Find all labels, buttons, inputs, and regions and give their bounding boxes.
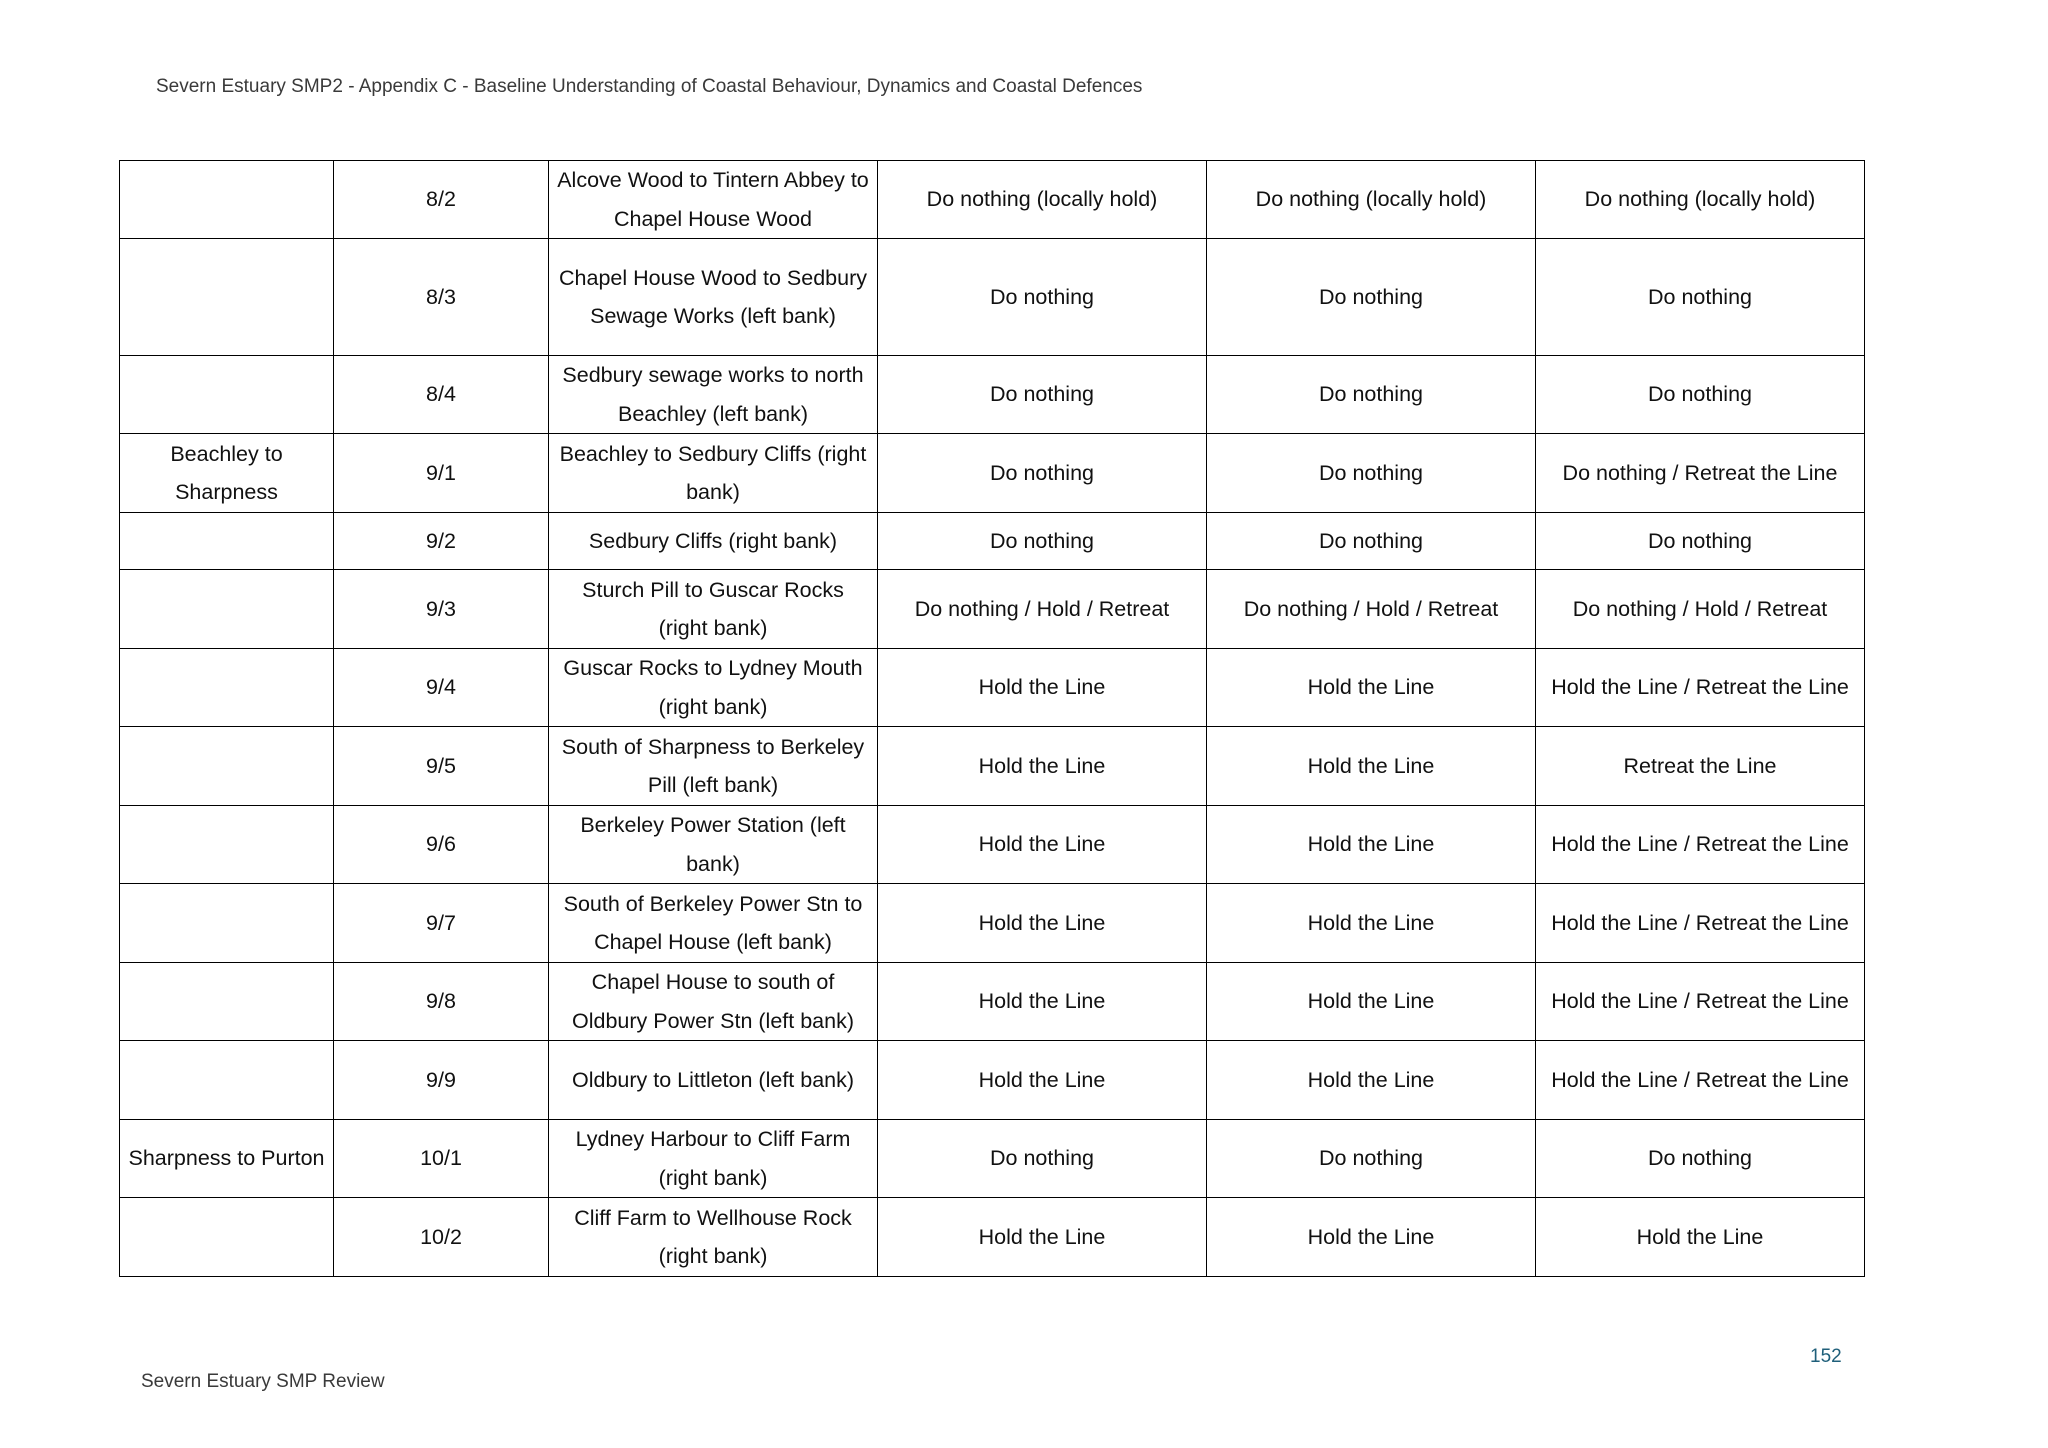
policy-epoch2-cell: Hold the Line [1207, 963, 1536, 1041]
region-cell [120, 1041, 334, 1120]
region-cell [120, 239, 334, 356]
page-number: 152 [1810, 1346, 1842, 1367]
region-cell [120, 161, 334, 239]
policy-unit-cell: 9/4 [334, 649, 549, 727]
table-row [120, 649, 1865, 727]
policy-epoch2-cell: Hold the Line [1207, 727, 1536, 806]
policy-epoch1-cell: Do nothing [878, 1120, 1207, 1198]
policy-epoch3-cell: Do nothing [1536, 239, 1865, 356]
location-cell: South of Sharpness to Berkeley Pill (left bank) [549, 727, 878, 806]
policy-epoch1-cell: Do nothing [878, 434, 1207, 513]
policy-epoch2-cell: Hold the Line [1207, 884, 1536, 963]
policy-epoch1-cell: Hold the Line [878, 649, 1207, 727]
table-row [120, 570, 1865, 649]
policy-epoch2-cell: Do nothing [1207, 239, 1536, 356]
policy-epoch2-cell: Do nothing [1207, 356, 1536, 434]
policy-unit-cell: 9/8 [334, 963, 549, 1041]
policy-epoch1-cell: Do nothing [878, 356, 1207, 434]
region-cell: Beachley to Sharpness [120, 434, 334, 513]
location-cell: Sturch Pill to Guscar Rocks (right bank) [549, 570, 878, 649]
region-cell [120, 570, 334, 649]
region-cell [120, 649, 334, 727]
location-cell: Berkeley Power Station (left bank) [549, 806, 878, 884]
location-cell: South of Berkeley Power Stn to Chapel House (left bank) [549, 884, 878, 963]
region-cell [120, 727, 334, 806]
policy-epoch1-cell: Hold the Line [878, 727, 1207, 806]
table-row [120, 161, 1865, 239]
policy-epoch3-cell: Do nothing (locally hold) [1536, 161, 1865, 239]
region-cell [120, 806, 334, 884]
policy-epoch2-cell: Do nothing / Hold / Retreat [1207, 570, 1536, 649]
region-cell [120, 356, 334, 434]
region-cell [120, 1198, 334, 1277]
policy-table-body [120, 161, 1865, 1277]
location-cell: Beachley to Sedbury Cliffs (right bank) [549, 434, 878, 513]
table-row [120, 884, 1865, 963]
policy-epoch2-cell: Do nothing (locally hold) [1207, 161, 1536, 239]
region-cell: Sharpness to Purton [120, 1120, 334, 1198]
policy-unit-cell: 10/2 [334, 1198, 549, 1277]
policy-unit-cell: 9/6 [334, 806, 549, 884]
region-cell [120, 513, 334, 570]
policy-epoch3-cell: Do nothing [1536, 356, 1865, 434]
policy-epoch3-cell: Do nothing [1536, 1120, 1865, 1198]
location-cell: Lydney Harbour to Cliff Farm (right bank) [549, 1120, 878, 1198]
policy-epoch1-cell: Do nothing [878, 239, 1207, 356]
location-cell: Chapel House Wood to Sedbury Sewage Works (left bank) [549, 239, 878, 356]
policy-epoch3-cell: Hold the Line / Retreat the Line [1536, 649, 1865, 727]
policy-epoch1-cell: Hold the Line [878, 1041, 1207, 1120]
policy-epoch1-cell: Do nothing [878, 513, 1207, 570]
policy-epoch3-cell: Retreat the Line [1536, 727, 1865, 806]
policy-epoch3-cell: Hold the Line / Retreat the Line [1536, 1041, 1865, 1120]
policy-epoch2-cell: Hold the Line [1207, 1041, 1536, 1120]
policy-table-container [119, 160, 1865, 1277]
location-cell: Oldbury to Littleton (left bank) [549, 1041, 878, 1120]
policy-epoch3-cell: Hold the Line / Retreat the Line [1536, 884, 1865, 963]
policy-epoch3-cell: Do nothing / Retreat the Line [1536, 434, 1865, 513]
page-footer: Severn Estuary SMP Review [141, 1371, 385, 1392]
table-row [120, 239, 1865, 356]
policy-epoch3-cell: Hold the Line [1536, 1198, 1865, 1277]
policy-unit-cell: 8/4 [334, 356, 549, 434]
policy-epoch3-cell: Do nothing / Hold / Retreat [1536, 570, 1865, 649]
policy-epoch2-cell: Hold the Line [1207, 649, 1536, 727]
policy-epoch1-cell: Hold the Line [878, 884, 1207, 963]
policy-epoch2-cell: Do nothing [1207, 513, 1536, 570]
policy-epoch1-cell: Hold the Line [878, 1198, 1207, 1277]
policy-unit-cell: 9/7 [334, 884, 549, 963]
policy-unit-cell: 10/1 [334, 1120, 549, 1198]
table-row [120, 1198, 1865, 1277]
policy-epoch2-cell: Do nothing [1207, 1120, 1536, 1198]
page-header: Severn Estuary SMP2 - Appendix C - Baseline Understanding of Coastal Behaviour, Dynamics and Coastal Defences [156, 76, 1143, 97]
location-cell: Alcove Wood to Tintern Abbey to Chapel House Wood [549, 161, 878, 239]
policy-epoch1-cell: Do nothing / Hold / Retreat [878, 570, 1207, 649]
location-cell: Cliff Farm to Wellhouse Rock (right bank) [549, 1198, 878, 1277]
policy-unit-cell: 8/3 [334, 239, 549, 356]
policy-unit-cell: 8/2 [334, 161, 549, 239]
policy-unit-cell: 9/2 [334, 513, 549, 570]
policy-epoch1-cell: Hold the Line [878, 806, 1207, 884]
table-row [120, 1120, 1865, 1198]
location-cell: Sedbury sewage works to north Beachley (left bank) [549, 356, 878, 434]
policy-table [119, 160, 1865, 1277]
policy-unit-cell: 9/5 [334, 727, 549, 806]
policy-epoch3-cell: Hold the Line / Retreat the Line [1536, 806, 1865, 884]
policy-epoch2-cell: Hold the Line [1207, 806, 1536, 884]
policy-epoch1-cell: Do nothing (locally hold) [878, 161, 1207, 239]
location-cell: Chapel House to south of Oldbury Power Stn (left bank) [549, 963, 878, 1041]
table-row [120, 356, 1865, 434]
region-cell [120, 884, 334, 963]
policy-epoch3-cell: Hold the Line / Retreat the Line [1536, 963, 1865, 1041]
policy-unit-cell: 9/3 [334, 570, 549, 649]
table-row [120, 513, 1865, 570]
policy-epoch3-cell: Do nothing [1536, 513, 1865, 570]
table-row [120, 727, 1865, 806]
table-row [120, 806, 1865, 884]
location-cell: Guscar Rocks to Lydney Mouth (right bank) [549, 649, 878, 727]
policy-epoch1-cell: Hold the Line [878, 963, 1207, 1041]
table-row [120, 434, 1865, 513]
region-cell [120, 963, 334, 1041]
policy-epoch2-cell: Hold the Line [1207, 1198, 1536, 1277]
table-row [120, 1041, 1865, 1120]
policy-epoch2-cell: Do nothing [1207, 434, 1536, 513]
policy-unit-cell: 9/1 [334, 434, 549, 513]
table-row [120, 963, 1865, 1041]
location-cell: Sedbury Cliffs (right bank) [549, 513, 878, 570]
policy-unit-cell: 9/9 [334, 1041, 549, 1120]
